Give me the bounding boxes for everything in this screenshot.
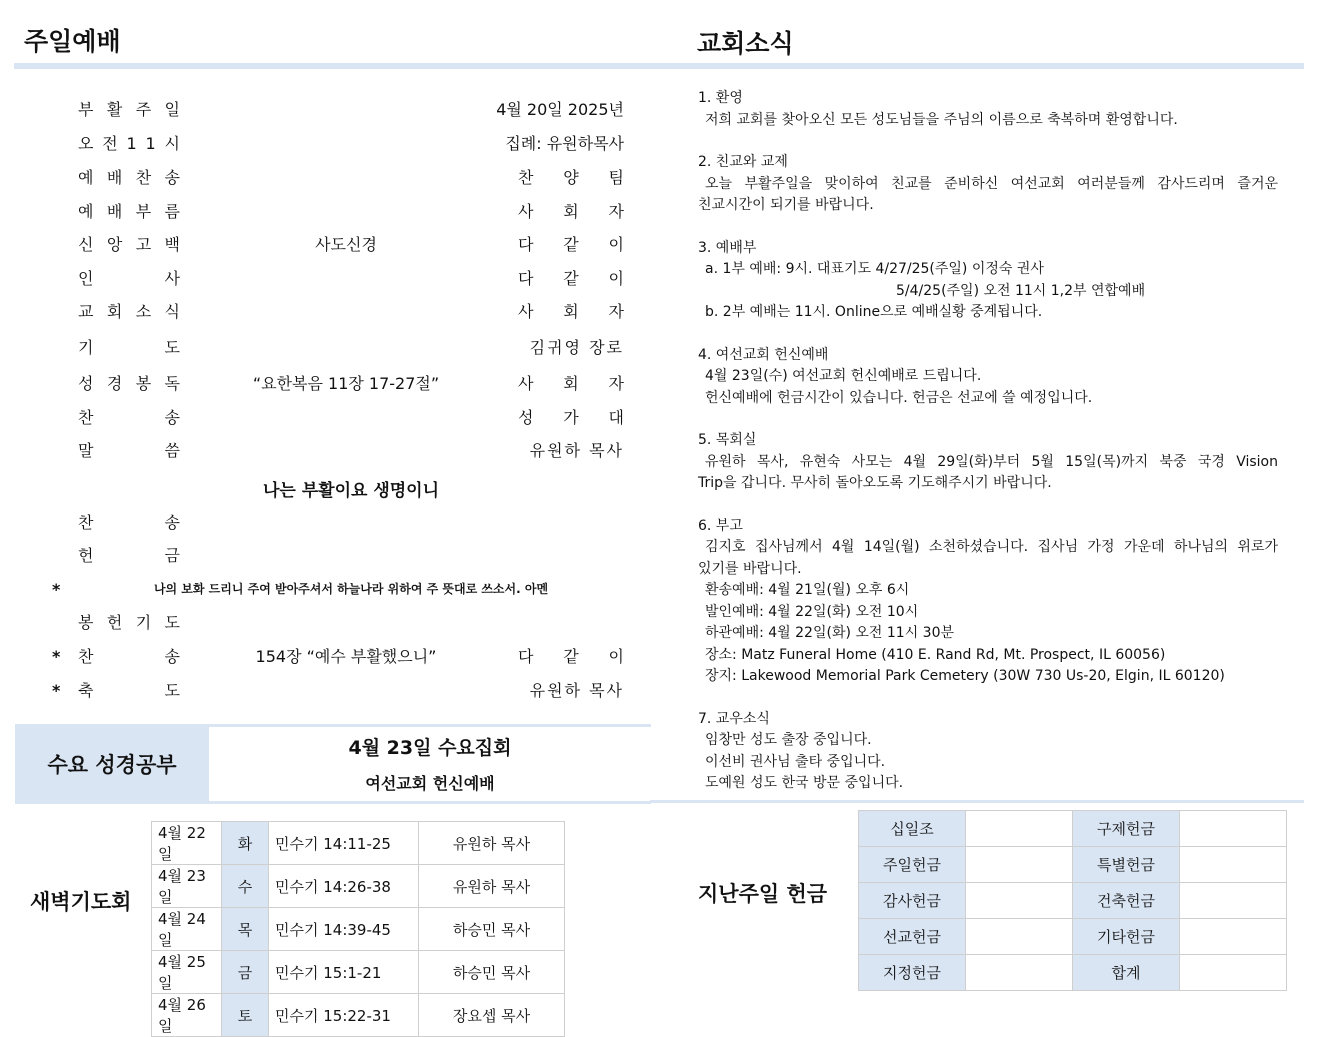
order-row bbox=[78, 298, 624, 326]
char: 회 bbox=[563, 302, 579, 322]
news-text: 도예원 성도 한국 방문 중입니다. bbox=[705, 775, 904, 791]
dawn-prayer-label: 새벽기도회 bbox=[30, 890, 132, 914]
order-row bbox=[78, 542, 624, 570]
table-row bbox=[152, 908, 565, 951]
char: 송 bbox=[164, 513, 180, 532]
offering-category: 특별헌금 bbox=[1073, 847, 1180, 883]
table-row bbox=[859, 919, 1287, 955]
offering-category: 감사헌금 bbox=[859, 883, 966, 919]
dawn-preacher: 장요셉 목사 bbox=[419, 994, 565, 1037]
order-item-name bbox=[78, 404, 180, 432]
order-item-leader bbox=[518, 198, 624, 226]
order-item-detail: 154장 “예수 부활했으니” bbox=[255, 647, 437, 666]
news-text: 하관예배: 4월 22일(화) 오전 11시 30분 bbox=[705, 625, 955, 641]
dawn-date: 4월 25일 bbox=[152, 951, 222, 994]
news-title: 5. 목회실 bbox=[698, 432, 757, 448]
news-item-pastoral bbox=[698, 430, 1278, 495]
char: 부 bbox=[78, 100, 94, 119]
worship-easter-row bbox=[78, 96, 624, 124]
worship-date: 4월 20일 2025년 bbox=[496, 100, 624, 119]
news-text: b. 2부 예배는 11시. Online으로 예배실황 중계됩니다. bbox=[705, 304, 1043, 320]
wednesday-section bbox=[15, 724, 651, 804]
order-item-detail: 사도신경 bbox=[315, 235, 377, 255]
order-row bbox=[78, 164, 624, 192]
offering-category: 건축헌금 bbox=[1073, 883, 1180, 919]
news-heading: 교회소식 bbox=[697, 29, 794, 58]
char: 사 bbox=[518, 201, 534, 221]
news-text: 유원하 목사, 유현숙 사모는 4월 29일(화)부터 5월 15일(목)까지 북중 국경 Vision bbox=[705, 453, 1278, 470]
char: 사 bbox=[518, 302, 534, 322]
char: 독 bbox=[164, 374, 180, 393]
news-text: 환송예배: 4월 21일(월) 오후 6시 bbox=[705, 582, 910, 598]
order-item-leader bbox=[518, 298, 624, 326]
news-text: 장지: Lakewood Memorial Park Cemetery (30W 730 Us-20, Elgin, IL 60120) bbox=[705, 668, 1225, 684]
news-item-women bbox=[698, 345, 1278, 410]
news-title: 4. 여선교회 헌신예배 bbox=[698, 346, 829, 363]
char: 헌 bbox=[106, 613, 123, 632]
char: 회 bbox=[563, 201, 579, 221]
order-item-name bbox=[78, 643, 180, 671]
char: 경 bbox=[106, 374, 123, 393]
table-row bbox=[152, 994, 565, 1037]
offering-hymn-text: 나의 보화 드리니 주여 받아주셔서 하늘나라 위하여 주 뜻대로 쓰소서. 아멘 bbox=[153, 582, 549, 596]
order-item-leader bbox=[518, 164, 624, 192]
star-marker: * bbox=[52, 647, 61, 666]
offering-category: 지정헌금 bbox=[859, 955, 966, 991]
offering-amount bbox=[966, 883, 1073, 919]
offering-table bbox=[858, 810, 1287, 991]
order-item-name bbox=[78, 542, 180, 570]
news-title: 6. 부고 bbox=[698, 517, 743, 534]
table-row bbox=[152, 865, 565, 908]
offering-amount bbox=[1180, 811, 1287, 847]
order-row bbox=[78, 231, 624, 259]
char: 사 bbox=[518, 374, 534, 393]
order-item-leader: 유원하 목사 bbox=[529, 441, 624, 460]
table-row bbox=[152, 951, 565, 994]
char: 배 bbox=[106, 201, 123, 221]
table-row bbox=[152, 822, 565, 865]
wednesday-label: 수요 성경공부 bbox=[15, 727, 209, 801]
order-row bbox=[78, 265, 624, 293]
offering-category: 선교헌금 bbox=[859, 919, 966, 955]
dawn-scripture: 민수기 14:26-38 bbox=[269, 865, 419, 908]
order-row bbox=[78, 370, 624, 398]
order-item-name bbox=[78, 164, 180, 192]
news-text: 발인예배: 4월 22일(화) 오전 10시 bbox=[705, 603, 919, 620]
order-item-detail: “요한복음 11장 17-27절” bbox=[252, 374, 440, 393]
char: 도 bbox=[164, 338, 180, 357]
order-row bbox=[78, 334, 624, 362]
offering-amount bbox=[1180, 883, 1287, 919]
star-marker: * bbox=[52, 681, 61, 700]
order-item-leader bbox=[518, 265, 624, 293]
table-row bbox=[859, 883, 1287, 919]
news-item-welcome bbox=[698, 88, 1278, 131]
news-text: 5/4/25(주일) 오전 11시 1,2부 연합예배 bbox=[896, 282, 1146, 299]
char: 송 bbox=[164, 408, 180, 427]
order-item-leader bbox=[518, 370, 624, 398]
char: 오 bbox=[78, 134, 94, 153]
news-text: 4월 23일(수) 여선교회 헌신예배로 드립니다. bbox=[705, 368, 982, 384]
offering-amount bbox=[966, 811, 1073, 847]
order-item-name bbox=[78, 334, 180, 362]
char: 봉 bbox=[135, 374, 152, 393]
offering-label: 지난주일 헌금 bbox=[698, 882, 828, 906]
char: 가 bbox=[563, 408, 579, 427]
char: 부 bbox=[135, 201, 152, 221]
order-item-leader: 유원하 목사 bbox=[529, 681, 624, 700]
char: 대 bbox=[608, 408, 624, 427]
order-item-name bbox=[78, 265, 180, 293]
dawn-date: 4월 23일 bbox=[152, 865, 222, 908]
order-item-name bbox=[78, 298, 180, 326]
char: 송 bbox=[164, 647, 180, 666]
news-text: Trip을 갑니다. 무사히 돌아오도록 기도해주시기 바랍니다. bbox=[698, 475, 1052, 491]
char: 성 bbox=[78, 374, 94, 393]
char: 같 bbox=[563, 268, 579, 288]
char: 성 bbox=[518, 408, 534, 427]
order-row bbox=[78, 404, 624, 432]
sermon-title: 나는 부활이요 생명이니 bbox=[262, 481, 440, 501]
char: 양 bbox=[563, 168, 579, 187]
order-item-leader: 김귀영 장로 bbox=[529, 338, 624, 357]
char: 자 bbox=[608, 201, 624, 221]
char: 같 bbox=[563, 235, 579, 255]
news-text: 있기를 바랍니다. bbox=[698, 560, 802, 577]
char: 금 bbox=[164, 546, 180, 565]
char: 예 bbox=[78, 201, 94, 221]
news-item-worship bbox=[698, 238, 1278, 324]
news-item-obituary bbox=[698, 516, 1278, 688]
news-text: 헌신예배에 헌금시간이 있습니다. 헌금은 선교에 쓸 예정입니다. bbox=[705, 389, 1093, 406]
news-title: 3. 예배부 bbox=[698, 239, 757, 256]
char: 자 bbox=[608, 374, 624, 393]
char: 회 bbox=[563, 374, 579, 393]
char: 말 bbox=[78, 441, 94, 460]
char: 이 bbox=[608, 647, 624, 666]
order-row bbox=[78, 643, 624, 671]
dawn-weekday: 토 bbox=[222, 994, 269, 1037]
dawn-weekday: 금 bbox=[222, 951, 269, 994]
char: 식 bbox=[164, 302, 180, 322]
order-item-leader bbox=[518, 643, 624, 671]
char: 다 bbox=[518, 235, 534, 255]
char: 팀 bbox=[608, 168, 624, 187]
offering-amount bbox=[966, 847, 1073, 883]
order-row bbox=[78, 509, 624, 537]
table-row bbox=[859, 811, 1287, 847]
char: 자 bbox=[608, 302, 624, 322]
dawn-weekday: 목 bbox=[222, 908, 269, 951]
worship-time-row bbox=[78, 130, 624, 158]
char: 1 bbox=[126, 134, 137, 153]
char: 앙 bbox=[106, 235, 123, 255]
news-text: 이선비 권사님 출타 중입니다. bbox=[705, 753, 886, 770]
order-item-leader bbox=[518, 404, 624, 432]
order-item-name bbox=[78, 198, 180, 226]
order-item-leader bbox=[518, 231, 624, 259]
offering-category: 합계 bbox=[1073, 955, 1180, 991]
char: 시 bbox=[164, 134, 180, 153]
order-item-name bbox=[78, 609, 180, 637]
char: 찬 bbox=[518, 168, 534, 187]
dawn-date: 4월 22일 bbox=[152, 822, 222, 865]
char: 찬 bbox=[135, 168, 152, 187]
char: 찬 bbox=[78, 408, 94, 427]
offering-category: 주일헌금 bbox=[859, 847, 966, 883]
char: 이 bbox=[608, 235, 624, 255]
char: 도 bbox=[164, 613, 180, 632]
char: 교 bbox=[78, 302, 94, 322]
dawn-preacher: 유원하 목사 bbox=[419, 865, 565, 908]
dawn-scripture: 민수기 14:39-45 bbox=[269, 908, 419, 951]
dawn-scripture: 민수기 14:11-25 bbox=[269, 822, 419, 865]
dawn-weekday: 화 bbox=[222, 822, 269, 865]
char: 소 bbox=[135, 302, 152, 322]
news-text: a. 1부 예배: 9시. 대표기도 4/27/25(주일) 이정숙 권사 bbox=[705, 261, 1044, 277]
char: 활 bbox=[106, 100, 123, 119]
char: 기 bbox=[78, 338, 94, 357]
order-row bbox=[78, 198, 624, 226]
dawn-date: 4월 24일 bbox=[152, 908, 222, 951]
news-text: 친교시간이 되기를 바랍니다. bbox=[698, 197, 874, 213]
news-list bbox=[698, 88, 1278, 816]
char: 축 bbox=[78, 681, 94, 700]
news-text: 저희 교회를 찾아오신 모든 성도님들을 주님의 이름으로 축복하며 환영합니다. bbox=[705, 111, 1178, 128]
order-item-name bbox=[78, 437, 180, 465]
worship-leader: 집례: 유원하목사 bbox=[505, 134, 624, 153]
char: 이 bbox=[608, 268, 624, 288]
char: 송 bbox=[164, 168, 180, 187]
star-marker: * bbox=[52, 580, 61, 599]
news-title: 1. 환영 bbox=[698, 90, 743, 106]
order-row bbox=[78, 677, 624, 705]
char: 찬 bbox=[78, 647, 94, 666]
wednesday-subtitle: 여선교회 헌신예배 bbox=[365, 774, 495, 793]
news-text: 장소: Matz Funeral Home (410 E. Rand Rd, Mt. Prospect, IL 60056) bbox=[705, 646, 1166, 663]
char: 기 bbox=[135, 613, 152, 632]
char: 고 bbox=[135, 235, 152, 255]
char: 예 bbox=[78, 168, 94, 187]
char: 헌 bbox=[78, 546, 94, 565]
table-row bbox=[859, 847, 1287, 883]
order-row bbox=[78, 609, 624, 637]
offering-amount bbox=[966, 955, 1073, 991]
news-title: 7. 교우소식 bbox=[698, 710, 770, 727]
char: 백 bbox=[164, 235, 180, 255]
char: 봉 bbox=[78, 613, 94, 632]
char: 1 bbox=[145, 134, 156, 153]
offering-amount bbox=[1180, 955, 1287, 991]
dawn-preacher: 유원하 목사 bbox=[419, 822, 565, 865]
char: 같 bbox=[563, 647, 579, 666]
char: 신 bbox=[78, 235, 94, 255]
char: 씀 bbox=[164, 441, 180, 460]
order-item-name bbox=[78, 677, 180, 705]
char: 배 bbox=[106, 168, 123, 187]
char: 름 bbox=[164, 201, 180, 221]
news-text: 김지호 집사님께서 4월 14일(월) 소천하셨습니다. 집사님 가정 가운데 하나님의 위로가 bbox=[705, 539, 1279, 555]
offering-category: 구제헌금 bbox=[1073, 811, 1180, 847]
news-item-fellowship bbox=[698, 152, 1278, 217]
dawn-scripture: 민수기 15:22-31 bbox=[269, 994, 419, 1037]
table-row bbox=[859, 955, 1287, 991]
offering-amount bbox=[1180, 919, 1287, 955]
dawn-prayer-table bbox=[151, 821, 565, 1037]
header-divider bbox=[14, 63, 1304, 69]
easter-label bbox=[78, 96, 180, 124]
dawn-preacher: 하승민 목사 bbox=[419, 951, 565, 994]
dawn-preacher: 하승민 목사 bbox=[419, 908, 565, 951]
char: 도 bbox=[164, 681, 180, 700]
news-item-members bbox=[698, 709, 1278, 795]
news-text: 오늘 부활주일을 맞이하여 친교를 준비하신 여선교회 여러분들께 감사드리며 즐거운 bbox=[705, 175, 1278, 192]
char: 일 bbox=[164, 100, 180, 119]
char: 다 bbox=[518, 647, 534, 666]
wednesday-title: 4월 23일 수요집회 bbox=[348, 737, 512, 759]
news-title: 2. 친교와 교제 bbox=[698, 154, 788, 170]
dawn-date: 4월 26일 bbox=[152, 994, 222, 1037]
char: 인 bbox=[78, 268, 94, 288]
dawn-weekday: 수 bbox=[222, 865, 269, 908]
offering-category: 기타헌금 bbox=[1073, 919, 1180, 955]
worship-time bbox=[78, 130, 180, 158]
char: 다 bbox=[518, 268, 534, 288]
char: 사 bbox=[164, 268, 180, 288]
order-row bbox=[78, 437, 624, 465]
char: 찬 bbox=[78, 513, 94, 532]
char: 회 bbox=[106, 302, 123, 322]
char: 주 bbox=[135, 100, 152, 119]
news-text: 임창만 성도 출장 중입니다. bbox=[705, 732, 872, 748]
dawn-scripture: 민수기 15:1-21 bbox=[269, 951, 419, 994]
char: 전 bbox=[102, 134, 118, 153]
worship-heading: 주일예배 bbox=[24, 27, 121, 56]
order-item-name bbox=[78, 370, 180, 398]
offering-amount bbox=[1180, 847, 1287, 883]
order-item-name bbox=[78, 509, 180, 537]
offering-category: 십일조 bbox=[859, 811, 966, 847]
order-item-name bbox=[78, 231, 180, 259]
offering-amount bbox=[966, 919, 1073, 955]
